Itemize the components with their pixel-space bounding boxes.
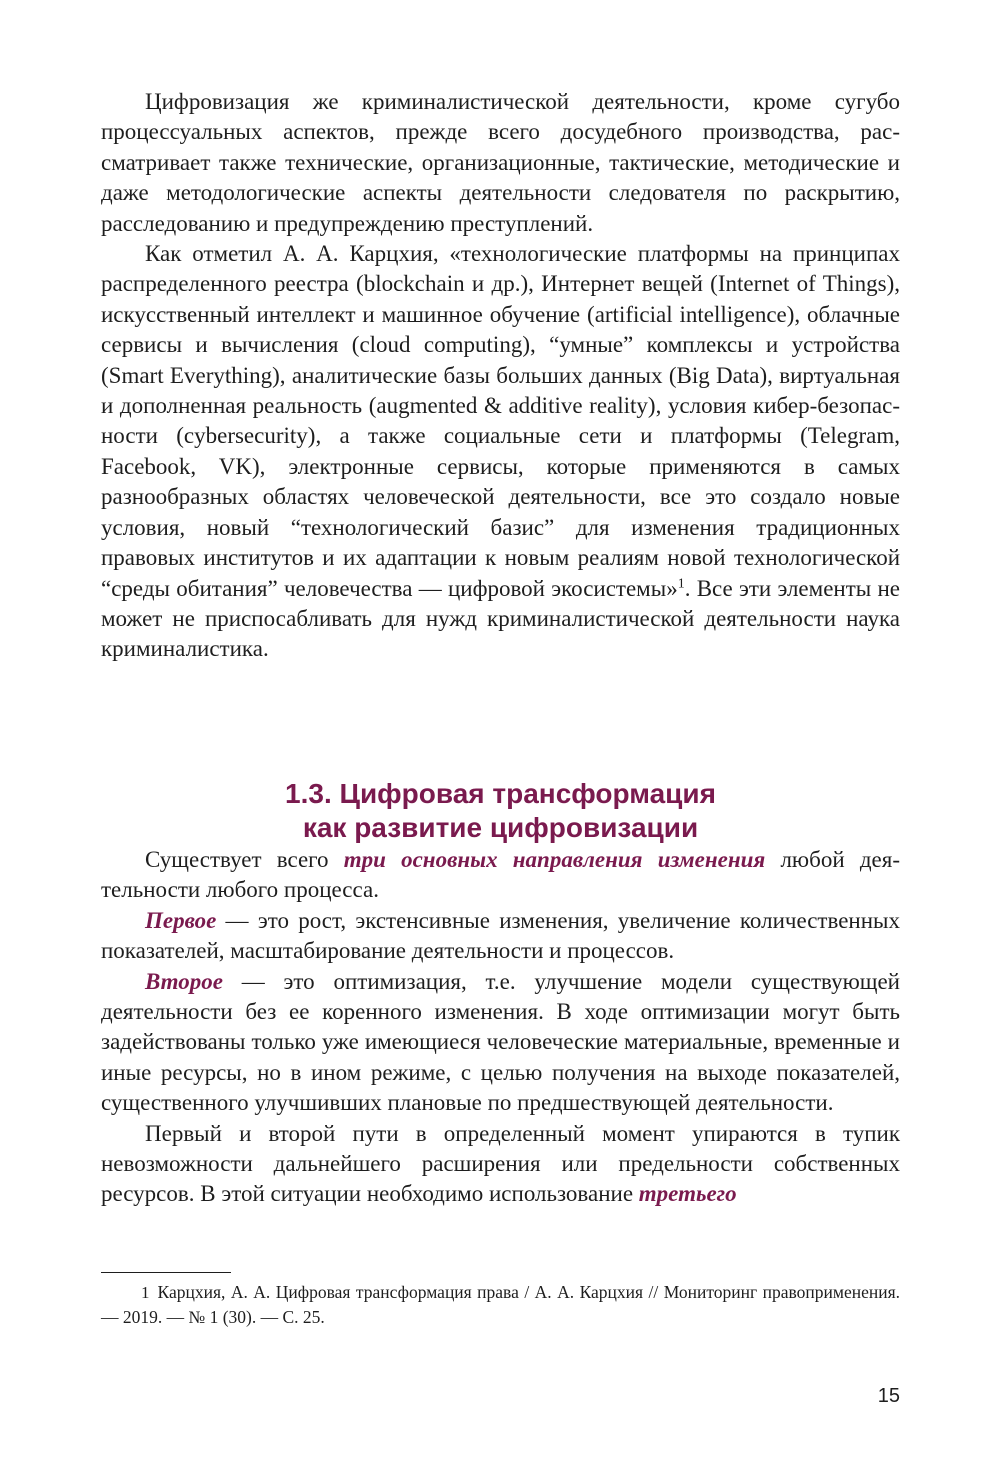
emphasis-three-directions: три основных направления изменения bbox=[343, 847, 766, 872]
emphasis-first: Первое bbox=[145, 907, 217, 933]
paragraph-quote-kartskhiya bbox=[101, 239, 900, 665]
text-run: — это оптимизация, т.е. улучшение модели существующей деятельности без ее коренного изменения. В ходе оптимизации могут быть задействованы только уже имеющиеся человеческие материальные, временные и иные ресурсы, но в ином режиме, с целью получения на выходе показателей, существенного улучшивших плановые по предшествующей деятельности. bbox=[101, 968, 900, 1116]
paragraph-second bbox=[101, 967, 900, 1119]
paragraph-third-intro bbox=[101, 1119, 900, 1210]
footnote-divider bbox=[101, 1272, 231, 1273]
paragraph-three-directions bbox=[101, 845, 900, 906]
paragraph-first bbox=[101, 906, 900, 967]
text-block-top bbox=[101, 87, 900, 665]
paragraph-digitalization: Цифровизация же криминалистической деятельности, кроме сугубо процессуальных аспектов, прежде всего досудебного производства, рассматривает также технические, организационные, тактические, методические и даже методологические аспекты деятельности следователя по раскрытию, расследованию и предупреждению преступлений. bbox=[101, 89, 900, 236]
text-block-bottom bbox=[101, 845, 900, 1210]
text-run: Первый и второй пути в определенный момент упираются в тупик невозможности дальнейшего расширения или предельности собственных ресурсов. В этой ситуации необходимо использование bbox=[101, 1120, 900, 1207]
emphasis-second: Второе bbox=[145, 968, 223, 994]
section-heading-line1: 1.3. Цифровая трансформация bbox=[285, 778, 716, 810]
quote-tail: . Все эти элементы не может не приспосабливать для нужд криминалистической деятельности наука криминалистика. bbox=[101, 575, 900, 662]
text-run: Существует всего bbox=[145, 847, 344, 872]
footnote-number: 1 bbox=[141, 1283, 150, 1302]
section-heading bbox=[101, 777, 900, 845]
footnote-text: Карцхия, А. А. Цифровая трансформация права / А. А. Карцхия // Мониторинг правоприменения. — 2019. — № 1 (30). — С. 25. bbox=[101, 1282, 900, 1327]
text-run: — это рост, экстенсивные изменения, увеличение количественных показателей, масштабирование деятельности и процессов. bbox=[101, 907, 900, 964]
section-heading-line2: как развитие цифровизации bbox=[302, 812, 699, 844]
quote-text: Как отметил А. А. Карцхия, «технологические платформы на принципах распределенного реестра (blockchain и др.), Интернет вещей (Internet of Things), искусственный интеллект и машинное обучение (artificial intelligence), облачные сервисы и вычисления (cloud computing), “умные” комплексы и устройства (Smart Everything), аналитические базы больших данных (Big Data), виртуальная и дополненная реальность (augmented & additive reality), условия кибер-безопасности (cybersecurity), а также социальные сети и платформы (Telegram, Facebook, VK), электронные сервисы, которые применяются в самых разнообразных областях человеческой деятельности, все это создало новые условия, новый “технологический базис” для изменения традиционных правовых институтов и их адаптации к новым реалиям новой технологической “среды обитания” человечества — цифровой экосистемы» bbox=[101, 241, 900, 601]
text-run: любой деятельности любого процесса. bbox=[101, 847, 900, 903]
page-number: 15 bbox=[877, 1385, 900, 1407]
emphasis-third: третьего bbox=[638, 1181, 737, 1207]
footnote-ref[interactable]: 1 bbox=[677, 575, 685, 591]
footnote bbox=[101, 1280, 900, 1330]
